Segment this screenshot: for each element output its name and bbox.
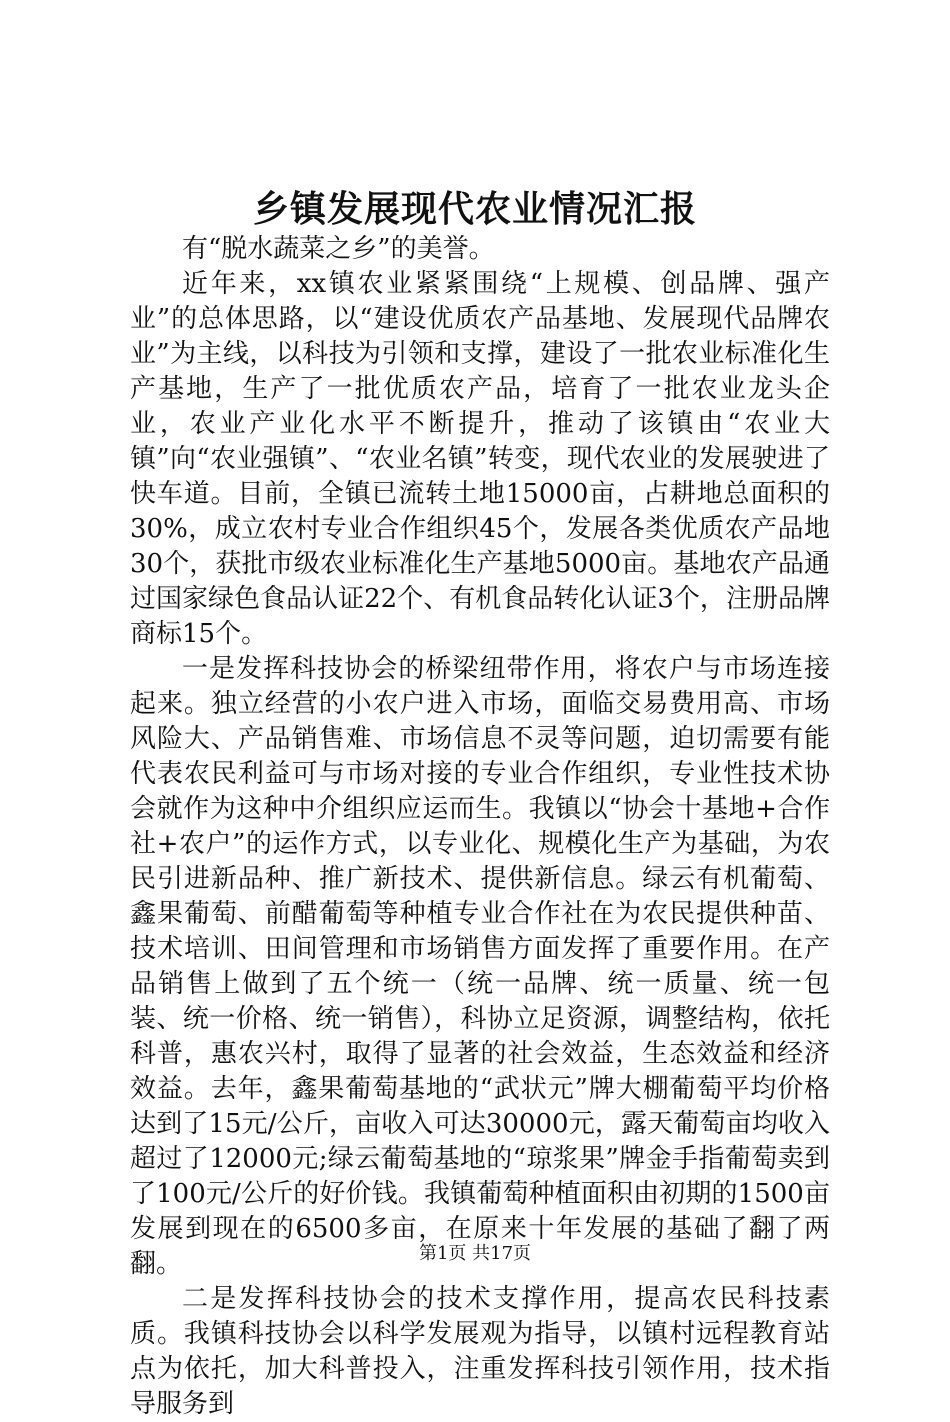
paragraph: 二是发挥科技协会的技术支撑作用，提高农民科技素质。我镇科技协会以科学发展观为指导，以镇村远程教育站点为依托，加大科普投入，注重发挥科技引领作用，技术指导服务到 (130, 1284, 830, 1419)
page-footer: 第1页 共17页 (418, 1243, 532, 1264)
document-title: 乡镇发展现代农业情况汇报 (252, 188, 697, 230)
paragraph: 一是发挥科技协会的桥梁纽带作用，将农户与市场连接起来。独立经营的小农户进入市场，面临交易费用高、市场风险大、产品销售难、市场信息不灵等问题，迫切需要有能代表农民利益可与市场对接的专业合作组织，专业性技术协会就作为这种中介组织应运而生。我镇以“协会十基地+合作社+农户”的运作方式，以专业化、规模化生产为基础，为农民引进新品种、推广新技术、提供新信息。绿云有机葡萄、鑫果葡萄、前醋葡萄等种植专业合作社在为农民提供种苗、技术培训、田间管理和市场销售方面发挥了重要作用。在产品销售上做到了五个统一（统一品牌、统一质量、统一包装、统一价格、统一销售），科协立足资源，调整结构，依托科普，惠农兴村，取得了显著的社会效益，生态效益和经济效益。去年，鑫果葡萄基地的“武状元”牌大棚葡萄平均价格达到了15元/公斤，亩收入可达30000元，露天葡萄亩均收入超过了12000元;绿云葡萄基地的“琼浆果”牌金手指葡萄卖到了100元/公斤的好价钱。我镇葡萄种植面积由初期的1500亩发展到现在的6500多亩，在原来十年发展的基础了翻了两翻。 (130, 654, 830, 1279)
paragraph: 有“脱水蔬菜之乡”的美誉。 (182, 234, 495, 264)
paragraph: 近年来，xx镇农业紧紧围绕“上规模、创品牌、强产业”的总体思路，以“建设优质农产品基地、发展现代品牌农业”为主线，以科技为引领和支撑，建设了一批农业标准化生产基地，生产了一批优质农产品，培育了一批农业龙头企业，农业产业化水平不断提升，推动了该镇由“农业大镇”向“农业强镇”、“农业名镇”转变，现代农业的发展驶进了快车道。目前，全镇已流转土地15000亩，占耕地总面积的30%，成立农村专业合作组织45个，发展各类优质农产品地30个，获批市级农业标准化生产基地5000亩。基地农产品通过国家绿色食品认证22个、有机食品转化认证3个，注册品牌商标15个。 (130, 269, 830, 649)
